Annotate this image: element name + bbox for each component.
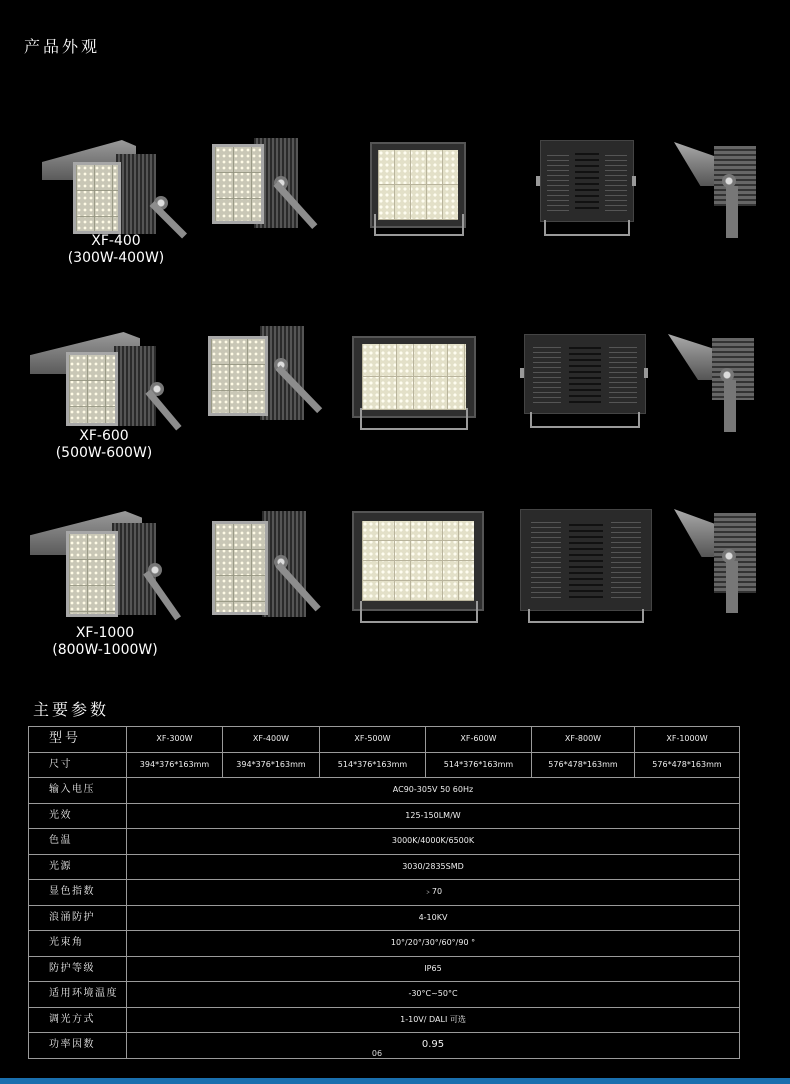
lamp-view-angled <box>210 511 334 621</box>
row-label: 适用环境温度 <box>29 982 127 1008</box>
model-label-xf1000 <box>30 625 180 659</box>
table-row <box>29 880 740 906</box>
row-label: 型号 <box>29 727 127 753</box>
lamp-view-back <box>536 140 636 236</box>
model-cell: XF-600W <box>426 727 532 753</box>
row-value: ﹥70 <box>127 880 740 906</box>
row-label: 输入电压 <box>29 778 127 804</box>
row-label: 浪涌防护 <box>29 905 127 931</box>
lamp-view-side <box>674 142 764 242</box>
lamp-view-angled-visor <box>30 332 176 432</box>
model-cell: XF-800W <box>532 727 635 753</box>
lamp-view-back <box>518 509 652 623</box>
row-value: 4-10KV <box>127 905 740 931</box>
product-row-xf600 <box>0 322 790 462</box>
size-cell: 394*376*163mm <box>223 752 320 778</box>
lamp-view-front <box>370 142 466 236</box>
row-label: 防护等级 <box>29 956 127 982</box>
lamp-view-angled-visor <box>36 140 176 240</box>
row-value: IP65 <box>127 956 740 982</box>
product-row-xf1000 <box>0 505 790 658</box>
lamp-view-angled <box>204 326 334 422</box>
model-cell: XF-1000W <box>635 727 740 753</box>
table-row <box>29 829 740 855</box>
row-label: 色温 <box>29 829 127 855</box>
table-row-size <box>29 752 740 778</box>
table-row <box>29 982 740 1008</box>
size-cell: 514*376*163mm <box>320 752 426 778</box>
model-power: (500W-600W) <box>55 445 153 461</box>
row-value: 0.95 <box>127 1033 740 1059</box>
lamp-view-front <box>352 511 484 623</box>
row-label: 光束角 <box>29 931 127 957</box>
row-label: 功率因数 <box>29 1033 127 1059</box>
lamp-view-back <box>520 334 648 430</box>
row-label: 光源 <box>29 854 127 880</box>
spec-table <box>28 726 740 1059</box>
size-cell: 394*376*163mm <box>127 752 223 778</box>
lamp-view-side <box>668 334 764 438</box>
model-label-xf600 <box>29 428 179 462</box>
model-name: XF-1000 <box>75 625 135 641</box>
row-label: 光效 <box>29 803 127 829</box>
row-value: 1-10V/ DALI 可选 <box>127 1007 740 1033</box>
table-row <box>29 931 740 957</box>
footer-bar <box>0 1078 790 1084</box>
size-cell: 576*478*163mm <box>532 752 635 778</box>
model-power: (300W-400W) <box>67 250 165 266</box>
model-power: (800W-1000W) <box>52 642 158 658</box>
size-cell: 576*478*163mm <box>635 752 740 778</box>
lamp-view-angled <box>208 138 328 230</box>
product-row-xf400 <box>0 130 790 270</box>
model-name: XF-400 <box>91 233 141 249</box>
table-row <box>29 803 740 829</box>
section-title-appearance: 产品外观 <box>24 37 101 56</box>
row-label: 调光方式 <box>29 1007 127 1033</box>
table-row <box>29 854 740 880</box>
row-value: 3030/2835SMD <box>127 854 740 880</box>
row-value: 3000K/4000K/6500K <box>127 829 740 855</box>
lamp-view-angled-visor <box>30 511 176 621</box>
row-value: AC90-305V 50 60Hz <box>127 778 740 804</box>
table-row <box>29 778 740 804</box>
model-cell: XF-400W <box>223 727 320 753</box>
table-row <box>29 1007 740 1033</box>
size-cell: 514*376*163mm <box>426 752 532 778</box>
table-row <box>29 905 740 931</box>
row-label: 显色指数 <box>29 880 127 906</box>
lamp-view-side <box>674 509 764 617</box>
model-cell: XF-500W <box>320 727 426 753</box>
row-value: 125-150LM/W <box>127 803 740 829</box>
row-label: 尺寸 <box>29 752 127 778</box>
model-name: XF-600 <box>79 428 129 444</box>
table-row-models <box>29 727 740 753</box>
model-label-xf400 <box>41 233 191 267</box>
row-value: 10°/20°/30°/60°/90 ° <box>127 931 740 957</box>
table-row <box>29 956 740 982</box>
model-cell: XF-300W <box>127 727 223 753</box>
section-title-params: 主要参数 <box>33 700 110 719</box>
page-number: 06 <box>371 1049 383 1058</box>
lamp-view-front <box>352 336 476 432</box>
row-value: -30°C~50°C <box>127 982 740 1008</box>
